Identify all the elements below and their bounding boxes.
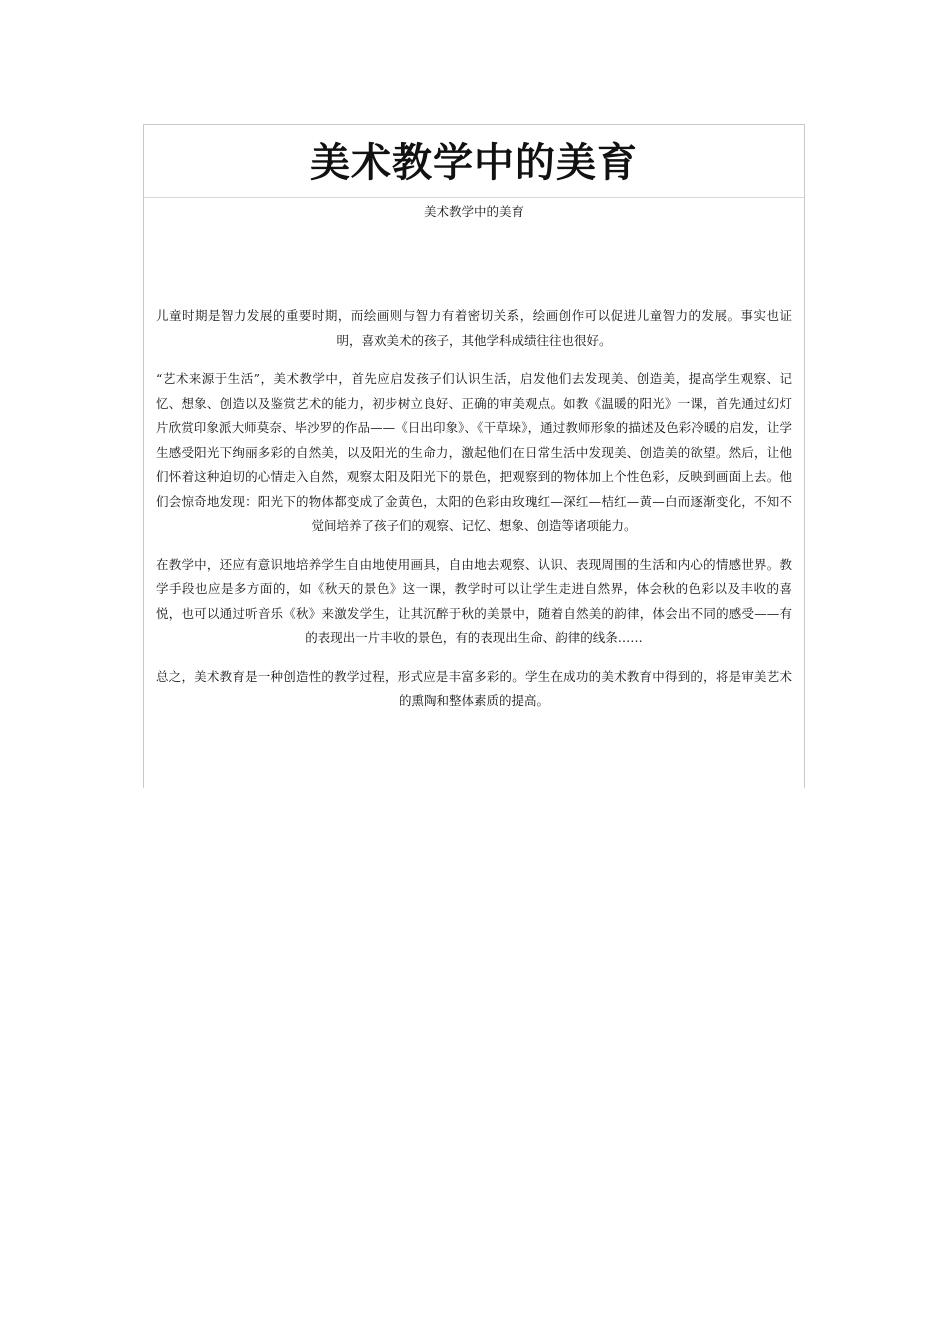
paragraph: 在教学中，还应有意识地培养学生自由地使用画具，自由地去观察、认识、表现周围的生活和内心的情感世界。教学手段也应是多方面的，如《秋天的景色》这一课，教学时可以让学生走进自然界，体会秋的色彩以及丰收的喜悦，也可以通过听音乐《秋》来激发学生，让其沉醉于秋的美景中，随着自然美的韵律，体会出不同的感受——有的表现出一片丰收的景色，有的表现出生命、韵律的线条…… [156, 556, 792, 645]
paragraph: 总之，美术教育是一种创造性的教学过程，形式应是丰富多彩的。学生在成功的美术教育中得到的，将是审美艺术的熏陶和整体素质的提高。 [156, 668, 792, 708]
title-row [144, 125, 804, 198]
paragraph: 儿童时期是智力发展的重要时期，而绘画则与智力有着密切关系，绘画创作可以促进儿童智力的发展。事实也证明，喜欢美术的孩子，其他学科成绩往往也很好。 [156, 308, 792, 348]
article-body [144, 304, 804, 714]
paragraph: “艺术来源于生活”，美术教学中，首先应启发孩子们认识生活，启发他们去发现美、创造美，提高学生观察、记忆、想象、创造以及鉴赏艺术的能力，初步树立良好、正确的审美观点。如教《温暖的阳光》一课，首先通过幻灯片欣赏印象派大师莫奈、毕沙罗的作品——《日出印象》、《干草垛》，通过教师形象的描述及色彩冷暖的启发，让学生感受阳光下绚丽多彩的自然美，以及阳光的生命力，激起他们在日常生活中发现美、创造美的欲望。然后，让他们怀着这种迫切的心情走入自然，观察太阳及阳光下的景色，把观察到的物体加上个性色彩，反映到画面上去。他们会惊奇地发现：阳光下的物体都变成了金黄色，太阳的色彩由玫瑰红—深红—桔红—黄—白而逐渐变化，不知不觉间培养了孩子们的观察、记忆、想象、创造等诸项能力。 [156, 371, 792, 533]
page-subtitle: 美术教学中的美育 [423, 204, 524, 219]
document-frame [143, 124, 805, 788]
page-title: 美术教学中的美育 [310, 140, 638, 186]
